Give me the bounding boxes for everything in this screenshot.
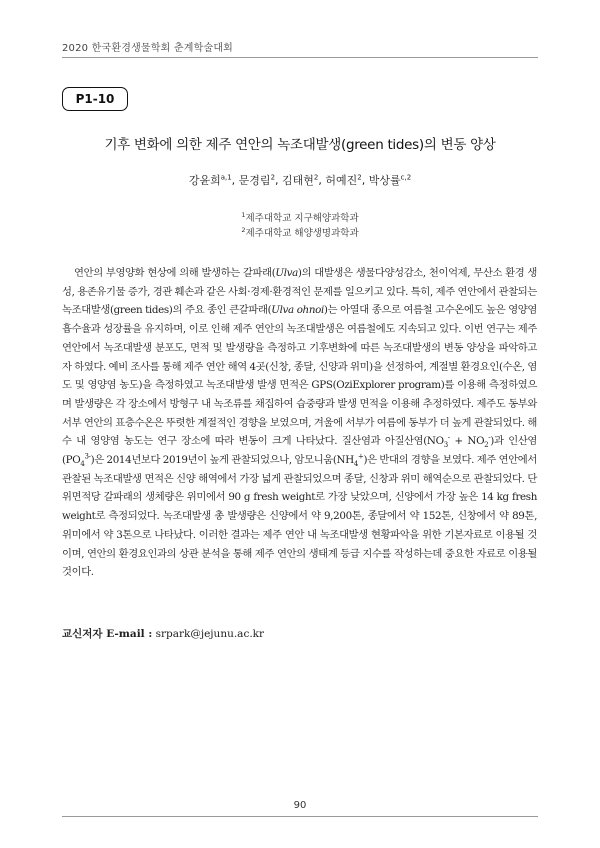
formula-subscript: 3 [443, 441, 448, 450]
footer-divider [62, 816, 538, 817]
abstract-text: )는 아열대 종으로 여름철 고수온에도 높은 영양염 흡수율과 성장률을 유지하며, 이로 인해 제주 연안의 녹조대발생은 여름철에도 지속되고 있다. 이번 연구는 제주 연안에서 녹조대발생 분포도, 면적 및 발생량을 측정하고 기후변화에 따른 녹조대발생의 변동 양상을 파악하고자 하였다. 예비 조사를 통해 제주 연안 해역 4곳(신창, 종달, 신양과 위미)을 선정하여, 계절별 환경요인(수온, 염도 및 영양염 농도)을 측정하였고 녹조대발생 발생 면적은 GPS(OziExplorer program)를 이용해 측정하였으며 발생량은 각 장소에서 방형구 내 녹조류를 채집하여 습중량과 발생 면적을 이용해 추정하였다. 제주도 동부와 서부 연안의 표층수온은 뚜렷한 계절적인 경향을 보였으며, 겨울에 서부가 여름에 동부가 더 높게 관찰되었다. 해수 내 영양염 농도는 연구 장소에 따라 변동이 크게 나타났다. 질산염과 아질산염(NO [62, 304, 537, 448]
affiliation-text: 제주대학교 지구해양과학과 [245, 213, 359, 224]
affiliation-line [62, 226, 538, 241]
formula-subscript: 4 [353, 460, 358, 469]
species-name: Ulva [275, 267, 298, 279]
author-name: 허예진 [325, 174, 358, 187]
author-name: 김태현 [282, 174, 314, 187]
abstract-text: )의 대발생은 생물다양성감소, 천이억제, 무산소 환경 생성, 용존유기물 증가, 경관 훼손과 같은 사회·경제·환경적인 문제를 일으키고 있다. 특히, 제주 연안에서 관찰되는 녹조대발생(green tides)의 주요 종인 큰갈파래( [62, 267, 537, 317]
formula-subscript: 2 [484, 441, 489, 450]
author-affiliation-mark: 2 [357, 173, 362, 182]
abstract-text: 연안의 부영양화 현상에 의해 발생하는 갈파래( [74, 267, 276, 279]
author-affiliation-mark: 2 [270, 173, 276, 182]
affiliation-mark: 1 [241, 210, 246, 219]
running-header: 2020 한국환경생물학회 춘계학술대회 [62, 43, 234, 54]
corresponding-author-contact [62, 626, 264, 641]
author-affiliation-mark: 2 [313, 173, 319, 182]
contact-label: 교신저자 E-mail : [62, 628, 153, 640]
abstract-body [62, 264, 537, 582]
formula-superscript: 3- [84, 452, 91, 461]
author-affiliation-mark: c,2 [400, 173, 412, 182]
author-affiliation-mark: a,1 [220, 173, 232, 182]
formula-superscript: - [447, 433, 450, 442]
author-list: 강윤희$^{a,1}$, 문경림$^2$, 김태현$^2$, 허예진$^2$, 박상률$^{c,2}$ [188, 173, 412, 187]
affiliation-mark: 2 [241, 225, 246, 234]
poster-code-badge: P1-10 [62, 87, 128, 111]
formula-superscript: - [488, 433, 491, 442]
formula-superscript: + [357, 452, 364, 461]
author-name: 문경림 [238, 174, 271, 187]
abstract-text: + NO [449, 435, 485, 448]
abstract-text: )은 반대의 경향을 보였다. 제주 연안에서 관찰된 녹조대발생 면적은 신양 해역에서 가장 넓게 관찰되었으며 종달, 신창과 위미 해역순으로 관찰되었다. 단위면적당 갈파래의 생체량은 위미에서 90 g fresh weight로 가장 낮았으며, 신양에서 가장 높은 14 kg fresh weight로 측정되었다. 녹조대발생 총 발생량은 신양에서 약 9,200톤, 종달에서 약 152톤, 신창에서 약 89톤, 위미에서 약 3톤으로 나타났다. 이러한 결과는 제주 연안 내 녹조대발생 현황파악을 위한 기본자료로 이용될 것이며, 연안의 환경요인과의 상관 분석을 통해 제주 연안의 생태계 등급 지수를 작성하는데 중요한 자료로 이용될 것이다. [62, 454, 537, 579]
species-name: Ulva ohnoi [271, 304, 324, 317]
affiliation-line [62, 211, 538, 226]
paper-title: 기후 변화에 의한 제주 연안의 녹조대발생(green tides)의 변동 양상 [104, 137, 496, 153]
formula-subscript: 4 [80, 460, 85, 469]
affiliation-list [62, 211, 538, 241]
author-name: 박상률 [368, 174, 401, 187]
header-divider [62, 57, 538, 58]
abstract-text: )은 2014년보다 2019년이 높게 관찰되었으나, 암모니움(NH [90, 454, 354, 467]
affiliation-text: 제주대학교 해양생명과학과 [245, 228, 359, 239]
abstract-text: )과 인산염(PO [62, 435, 538, 467]
page-number: 90 [293, 800, 307, 811]
author-name: 강윤희 [188, 174, 221, 187]
contact-email: srpark@jejunu.ac.kr [155, 628, 265, 640]
